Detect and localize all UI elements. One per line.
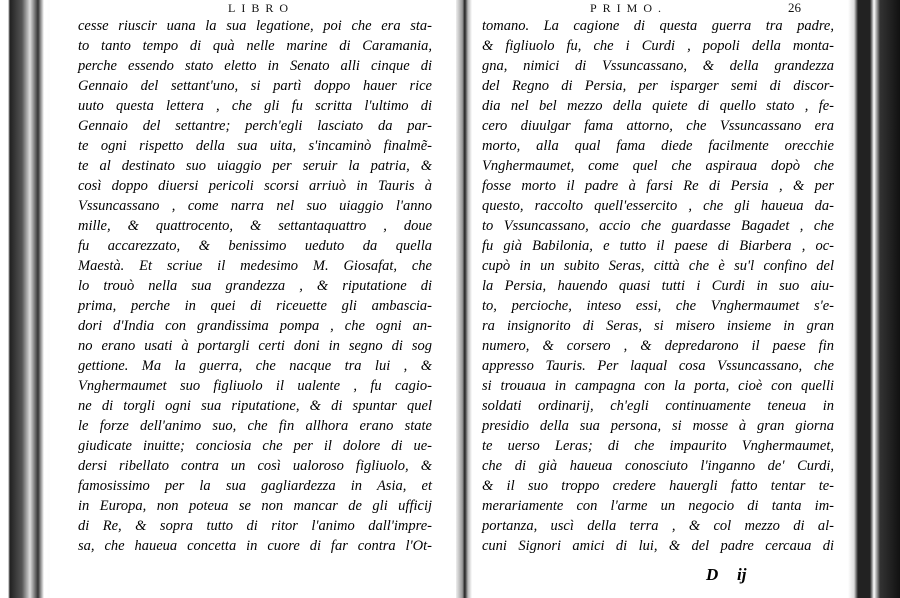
text-line: te uerso Leras; di che impaurito Vnghermaumet,	[482, 438, 834, 454]
text-line: merariamente con l'arme un negocio di tanta im-	[482, 498, 834, 514]
text-line: in Europa, non poteua se non mancar de gli ufficij	[78, 498, 432, 514]
text-line: dori d'India con grandissima pompa , che ogni an-	[78, 318, 432, 334]
text-line: & il suo troppo credere hauergli fatto tentar te-	[482, 478, 834, 494]
text-line: fu già Babilonia, e tutto il paese di Biarbera , oc-	[482, 238, 834, 254]
text-line: Gennaio del settantre; perch'egli lasciato da par-	[78, 118, 432, 134]
page-number: 26	[788, 0, 801, 15]
text-line: cupò in un subito Seras, città che è su'l confino del	[482, 258, 834, 274]
text-line: uuto questa lettera , che gli fu scritta l'ultimo di	[78, 98, 432, 114]
text-line: ra insignorito di Seras, si misero insieme in gran	[482, 318, 834, 334]
text-line: la Persia, hauendo quasi tutti i Curdi in suo aiu-	[482, 278, 834, 294]
book-gutter	[456, 0, 472, 598]
text-line: che di già haueua conosciuto l'inganno de' Curdi,	[482, 458, 834, 474]
text-line: Vssuncassano , come narra nel suo uiaggio l'anno	[78, 198, 432, 214]
text-line: te ogni rispetto della sua uita, s'incaminò finalmẽ-	[78, 138, 432, 154]
text-line: famosissimo per la sua gagliardezza in Asia, et	[78, 478, 432, 494]
text-line: cero diuulgar fama attorno, che Vssuncassano era	[482, 118, 834, 134]
text-line: sa, che haueua concetta in cuore di far contra l'Ot-	[78, 538, 432, 554]
text-line: presidio della sua persona, si mosse à gran giorna	[482, 418, 834, 434]
text-line: te al destinato suo uiaggio per seruir la patria, &	[78, 158, 432, 174]
signature-mark-number: ij	[737, 565, 747, 584]
text-line: mille, & quattrocento, & settantaquattro , doue	[78, 218, 432, 234]
text-line: ne di torgli ogni sua riputatione, & di spuntar quel	[78, 398, 432, 414]
text-line: dersi ribellato contra un così ualoroso figliuolo, &	[78, 458, 432, 474]
text-line: Vnghermaumet, come quel che aspiraua dopò che	[482, 158, 834, 174]
text-line: del Regno di Persia, per isparger semi di discor-	[482, 78, 834, 94]
text-line: questo, raccolto quell'essercito , che gli haueua da-	[482, 198, 834, 214]
text-line: to Vssuncassano, accio che guardasse Bagadet , che	[482, 218, 834, 234]
text-line: Gennaio del settant'uno, si partì doppo hauer rice	[78, 78, 432, 94]
text-line: portanza, uscì della terra , & col mezzo di al-	[482, 518, 834, 534]
text-line: Vnghermaumet suo figliuolo il ualente , fu cagio-	[78, 378, 432, 394]
text-line: di Re, & sopra tutto di ritor l'animo dall'impre-	[78, 518, 432, 534]
running-head-left: LIBRO	[228, 1, 294, 15]
text-line: appresso Tauris. Per laqual cosa Vssuncassano, che	[482, 358, 834, 374]
text-line: perche essendo stato eletto in Senato alli cinque di	[78, 58, 432, 74]
text-line: le forze dell'animo suo, che fin allhora erano state	[78, 418, 432, 434]
text-line: & figliuolo fu, che i Curdi , popoli della monta-	[482, 38, 834, 54]
text-line: dia nel bel mezzo della quiete di quello stato , fe-	[482, 98, 834, 114]
text-line: tomano. La cagione di questa guerra tra padre,	[482, 18, 834, 34]
running-head-right: PRIMO.	[590, 1, 668, 15]
text-line: Maestà. Et scriue il medesimo M. Giosafat, che	[78, 258, 432, 274]
book-right-edge	[848, 0, 900, 598]
signature-mark-letter: D	[706, 565, 719, 584]
text-line: fosse morto il padre à farsi Re di Persia , & per	[482, 178, 834, 194]
right-page-text	[482, 16, 834, 556]
text-line: cesse riuscir uana la sua legatione, poi che era sta-	[78, 18, 432, 34]
text-line: gna, nimici di Vssuncassano, & della grandezza	[482, 58, 834, 74]
text-line: così doppo diuersi pericoli scorsi arriuò in Tauris à	[78, 178, 432, 194]
text-line: giudicate inuitte; conciosia che per il dolore di ue-	[78, 438, 432, 454]
text-line: morto, alla qual fama diede facilmente orecchie	[482, 138, 834, 154]
text-line: numero, & corsero , & depredarono il paese fin	[482, 338, 834, 354]
text-line: prima, perche in quei di riceuette gli ambascia-	[78, 298, 432, 314]
left-page-text	[78, 16, 432, 556]
text-line: to tanto tempo di quà nelle marine di Caramania,	[78, 38, 432, 54]
text-line: soldati ordinarij, ch'egli continuamente teneua in	[482, 398, 834, 414]
text-line: to, percioche, inteso essi, che Vnghermaumet s'e-	[482, 298, 834, 314]
text-line: fu accarezzato, & benissimo ueduto da quella	[78, 238, 432, 254]
text-line: lo trouò nella sua grandezza , & riputatione di	[78, 278, 432, 294]
text-line: cuni Signori amici di lui, & del padre cercaua di	[482, 538, 834, 554]
text-line: si trouaua in campagna con la porta, cioè con quelli	[482, 378, 834, 394]
text-line: no erano usati à portargli certi doni in segno di sog	[78, 338, 432, 354]
text-line: gettione. Ma la guerra, che nacque tra lui , &	[78, 358, 432, 374]
